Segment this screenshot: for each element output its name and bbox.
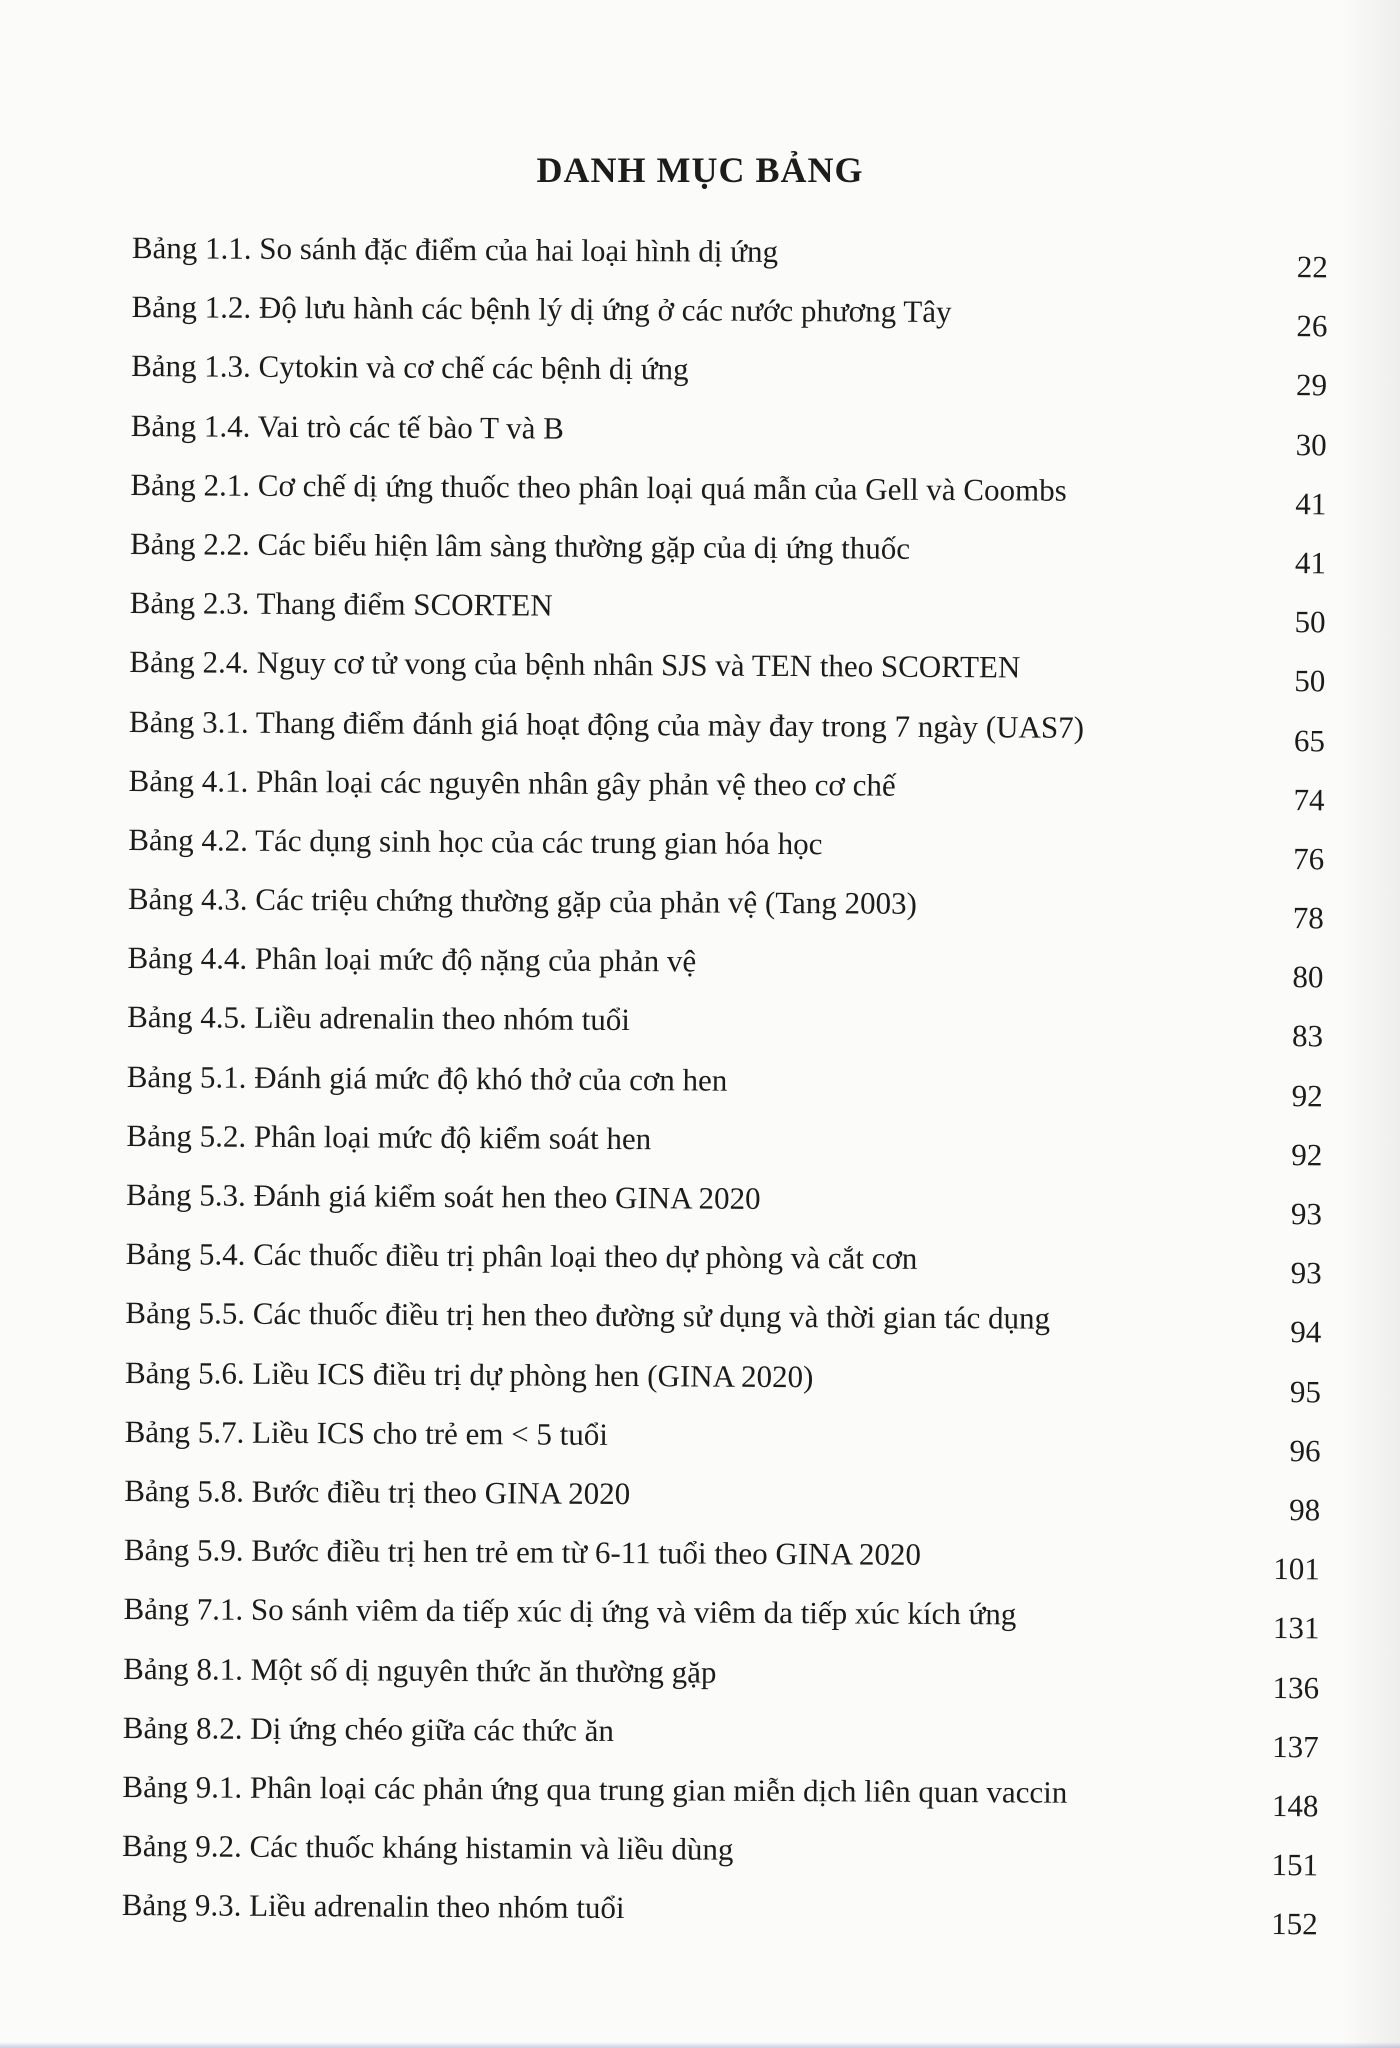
page-bottom-edge bbox=[0, 2042, 1400, 2048]
toc-entry bbox=[127, 287, 1335, 354]
toc-entry-page-number: 96 bbox=[1289, 1432, 1321, 1469]
toc-entry-label: Bảng 4.3. Các triệu chứng thường gặp của phản vệ (Tang 2003) bbox=[127, 881, 918, 921]
toc-entry bbox=[127, 346, 1335, 413]
toc-entry-label: Bảng 1.3. Cytokin và cơ chế các bệnh dị ứng bbox=[131, 348, 689, 387]
toc-entry bbox=[118, 1767, 1326, 1834]
toc-entry-label: Bảng 2.1. Cơ chế dị ứng thuốc theo phân loại quá mẫn của Gell và Coombs bbox=[130, 466, 1067, 508]
toc-entry-label: Bảng 1.2. Độ lưu hành các bệnh lý dị ứng ở các nước phương Tây bbox=[131, 289, 952, 330]
toc-entry-page-number: 74 bbox=[1293, 781, 1325, 818]
toc-entry-page-number: 50 bbox=[1294, 663, 1326, 699]
toc-entry-label: Bảng 8.2. Dị ứng chéo giữa các thức ăn bbox=[122, 1709, 615, 1748]
toc-entry-page-number: 30 bbox=[1295, 426, 1327, 462]
toc-entry-page-number: 94 bbox=[1290, 1314, 1322, 1350]
toc-entry bbox=[124, 879, 1332, 946]
toc-entry-page-number: 65 bbox=[1293, 722, 1325, 758]
toc-entry bbox=[123, 938, 1331, 1005]
toc-entry-label: Bảng 2.2. Các biểu hiện lâm sàng thường gặp của dị ứng thuốc bbox=[129, 525, 911, 566]
toc-entry-label: Bảng 4.1. Phân loại các nguyên nhân gây phản vệ theo cơ chế bbox=[128, 762, 896, 803]
toc-entry-label: Bảng 9.3. Liều adrenalin theo nhóm tuổi bbox=[121, 1887, 625, 1926]
toc-entry-label: Bảng 2.3. Thang điểm SCORTEN bbox=[129, 585, 553, 623]
toc-entry-page-number: 93 bbox=[1290, 1255, 1322, 1291]
toc-entry-page-number: 50 bbox=[1294, 604, 1326, 640]
toc-entry-label: Bảng 7.1. So sánh viêm da tiếp xúc dị ứng và viêm da tiếp xúc kích ứng bbox=[123, 1591, 1017, 1632]
toc-entry-page-number: 131 bbox=[1272, 1610, 1320, 1646]
toc-entry bbox=[126, 465, 1334, 532]
toc-entry bbox=[118, 1885, 1326, 1952]
toc-entry-label: Bảng 1.1. So sánh đặc điểm của hai loại hình dị ứng bbox=[131, 230, 779, 269]
toc-entry-page-number: 41 bbox=[1295, 485, 1327, 522]
page-title: DANH MỤC BẢNG bbox=[536, 150, 864, 190]
toc-entry bbox=[124, 820, 1332, 887]
toc-entry-label: Bảng 4.4. Phân loại mức độ nặng của phản vệ bbox=[127, 940, 697, 979]
toc-entry-label: Bảng 9.1. Phân loại các phản ứng qua trung gian miễn dịch liên quan vaccin bbox=[122, 1768, 1068, 1810]
toc-entry-page-number: 137 bbox=[1272, 1728, 1319, 1764]
toc-entry bbox=[121, 1353, 1329, 1420]
toc-entry bbox=[125, 701, 1333, 768]
toc-entry-page-number: 92 bbox=[1291, 1136, 1323, 1173]
toc-entry bbox=[120, 1530, 1328, 1597]
toc-entry-page-number: 151 bbox=[1271, 1847, 1319, 1883]
toc-entry-label: Bảng 2.4. Nguy cơ tử vong của bệnh nhân SJS và TEN theo SCORTEN bbox=[129, 644, 1021, 685]
toc-entry-page-number: 76 bbox=[1293, 841, 1325, 877]
toc-entry-page-number: 148 bbox=[1271, 1787, 1319, 1824]
toc-entry-page-number: 80 bbox=[1292, 959, 1324, 995]
toc-entry-page-number: 29 bbox=[1295, 367, 1328, 403]
toc-entry-page-number: 26 bbox=[1296, 308, 1328, 344]
toc-entry-label: Bảng 8.1. Một số dị nguyên thức ăn thường gặp bbox=[123, 1650, 717, 1690]
toc-entry bbox=[123, 997, 1331, 1064]
toc-entry-page-number: 41 bbox=[1294, 545, 1327, 581]
toc-entry-label: Bảng 1.4. Vai trò các tế bào T và B bbox=[130, 407, 564, 446]
toc-entry-page-number: 95 bbox=[1289, 1373, 1322, 1409]
toc-entry bbox=[124, 761, 1332, 828]
toc-entry bbox=[119, 1589, 1327, 1656]
toc-entry-label: Bảng 5.5. Các thuốc điều trị hen theo đường sử dụng và thời gian tác dụng bbox=[125, 1295, 1051, 1337]
toc-entry bbox=[120, 1412, 1328, 1479]
toc-entry-page-number: 136 bbox=[1272, 1669, 1320, 1705]
toc-entry bbox=[118, 1826, 1326, 1893]
toc-entry-page-number: 93 bbox=[1290, 1196, 1323, 1232]
toc-entry-page-number: 92 bbox=[1291, 1077, 1323, 1113]
toc-entry bbox=[125, 583, 1333, 650]
toc-entry bbox=[119, 1648, 1327, 1715]
toc-entry bbox=[123, 1057, 1331, 1124]
toc-entry-page-number: 83 bbox=[1291, 1018, 1324, 1054]
toc-entry-page-number: 98 bbox=[1289, 1492, 1321, 1528]
toc-entry-label: Bảng 5.2. Phân loại mức độ kiểm soát hen bbox=[126, 1117, 652, 1157]
toc-entry bbox=[122, 1116, 1330, 1183]
toc-entry bbox=[119, 1708, 1327, 1775]
toc-entry-page-number: 101 bbox=[1273, 1551, 1320, 1587]
toc-entry-page-number: 22 bbox=[1296, 249, 1328, 285]
toc-entry-label: Bảng 5.9. Bước điều trị hen trẻ em từ 6-11 tuổi theo GINA 2020 bbox=[123, 1532, 922, 1572]
toc-entry-label: Bảng 5.6. Liều ICS điều trị dự phòng hen (GINA 2020) bbox=[124, 1354, 814, 1394]
toc-entry-label: Bảng 4.2. Tác dụng sinh học của các trung gian hóa học bbox=[128, 821, 823, 862]
toc-entry-label: Bảng 3.1. Thang điểm đánh giá hoạt động của mày đay trong 7 ngày (UAS7) bbox=[128, 703, 1085, 745]
toc-entry bbox=[121, 1234, 1329, 1301]
toc-entry-label: Bảng 5.1. Đánh giá mức độ khó thở của cơn hen bbox=[126, 1058, 728, 1098]
toc-entry bbox=[121, 1293, 1329, 1360]
toc-entry-label: Bảng 9.2. Các thuốc kháng histamin và liều dùng bbox=[122, 1828, 734, 1867]
toc-entry-label: Bảng 5.3. Đánh giá kiểm soát hen theo GINA 2020 bbox=[125, 1177, 761, 1216]
toc-entry bbox=[127, 406, 1335, 473]
toc-entry-label: Bảng 5.8. Bước điều trị theo GINA 2020 bbox=[124, 1472, 631, 1512]
table-list bbox=[118, 228, 1336, 1952]
toc-entry-label: Bảng 5.7. Liều ICS cho trẻ em < 5 tuổi bbox=[124, 1413, 609, 1452]
toc-entry-page-number: 152 bbox=[1271, 1906, 1318, 1942]
toc-entry-label: Bảng 4.5. Liều adrenalin theo nhóm tuổi bbox=[127, 999, 631, 1038]
toc-entry bbox=[125, 642, 1333, 709]
toc-entry bbox=[126, 524, 1334, 591]
toc-entry bbox=[122, 1175, 1330, 1242]
toc-entry bbox=[128, 228, 1336, 295]
toc-entry-label: Bảng 5.4. Các thuốc điều trị phân loại theo dự phòng và cắt cơn bbox=[125, 1236, 918, 1277]
toc-entry bbox=[120, 1471, 1328, 1538]
toc-entry-page-number: 78 bbox=[1292, 900, 1324, 936]
